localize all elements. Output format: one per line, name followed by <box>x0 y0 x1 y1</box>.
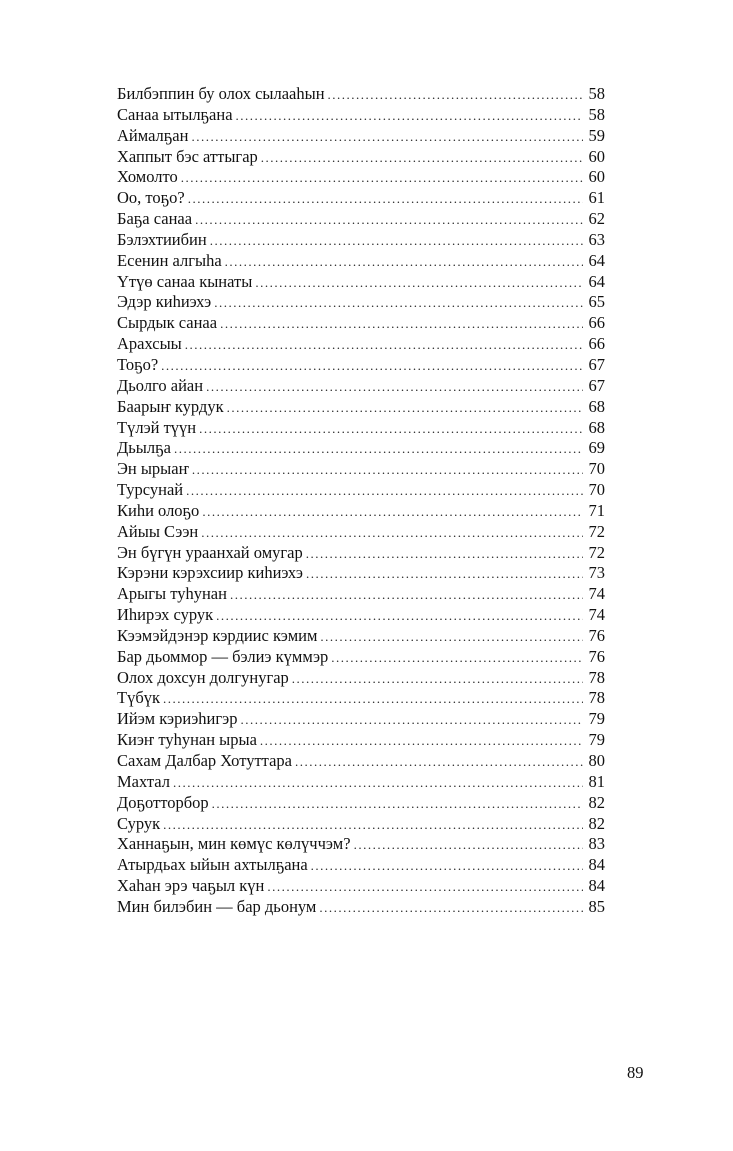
toc-entry-page: 72 <box>588 542 605 562</box>
toc-entry-title: Олох дохсун долгунугар <box>117 667 289 687</box>
toc-entry-page: 80 <box>588 751 605 770</box>
dot-leader <box>261 148 583 168</box>
dot-leader <box>201 523 583 543</box>
toc-entry-page: 84 <box>588 855 605 875</box>
toc-entry-page: 82 <box>588 813 605 833</box>
toc-entry-page: 69 <box>588 438 605 458</box>
toc-entry <box>117 563 605 584</box>
toc-entry <box>117 292 605 313</box>
toc-entry-page: 70 <box>588 480 605 500</box>
dot-leader <box>192 460 583 480</box>
toc-entry-title: Хомолто <box>117 167 178 187</box>
toc-entry-page: 61 <box>588 188 605 208</box>
toc-entry <box>117 751 605 772</box>
toc-entry-title: Эн бүгүн ураанхай омугар <box>117 542 303 562</box>
toc-entry <box>117 397 605 418</box>
toc-entry <box>117 709 605 730</box>
toc-entry <box>117 480 605 501</box>
toc-entry-title: Баҕа санаа <box>117 209 193 229</box>
toc-entry-title: Баарыҥ курдук <box>117 396 224 416</box>
dot-leader <box>328 85 583 105</box>
toc-entry-page: 82 <box>588 792 605 812</box>
dot-leader <box>306 564 583 584</box>
dot-leader <box>255 273 583 293</box>
toc-entry-title: Махтал <box>117 771 170 791</box>
toc-entry-page: 76 <box>588 646 605 666</box>
toc-entry-page: 83 <box>588 834 605 854</box>
toc-entry-page: 68 <box>588 396 605 416</box>
toc-entry-page: 58 <box>588 84 605 103</box>
toc-entry <box>117 84 605 105</box>
dot-leader <box>199 419 583 439</box>
toc-entry <box>117 668 605 689</box>
toc-entry <box>117 834 605 855</box>
toc-entry-title: Аймалҕан <box>117 125 189 145</box>
toc-entry-title: Сурук <box>117 813 161 833</box>
toc-entry <box>117 605 605 626</box>
dot-leader <box>260 731 583 751</box>
dot-leader <box>195 210 583 230</box>
toc-entry-page: 62 <box>588 209 605 229</box>
dot-leader <box>186 481 583 501</box>
dot-leader <box>292 669 583 689</box>
toc-entry-title: Эдэр киһиэхэ <box>117 292 212 312</box>
dot-leader <box>173 773 583 793</box>
dot-leader <box>163 689 583 709</box>
toc-entry-page: 64 <box>588 250 605 270</box>
toc-entry <box>117 772 605 793</box>
toc-entry-page: 74 <box>588 605 605 625</box>
toc-entry-page: 71 <box>588 500 605 520</box>
toc-entry-page: 85 <box>588 896 605 916</box>
toc-entry-page: 78 <box>588 667 605 687</box>
dot-leader <box>210 231 583 251</box>
toc-entry-page: 81 <box>588 771 605 791</box>
toc-entry-page: 72 <box>588 521 605 541</box>
dot-leader <box>212 794 583 814</box>
toc-entry-title: Киэҥ туһунан ырыа <box>117 730 257 750</box>
toc-entry-page: 67 <box>588 375 605 395</box>
toc-entry-page: 84 <box>588 876 605 896</box>
toc-entry-title: Эн ырыаҥ <box>117 459 189 479</box>
toc-entry <box>117 334 605 355</box>
toc-entry <box>117 105 605 126</box>
toc-entry-title: Ийэм кэриэһигэр <box>117 709 238 729</box>
toc-entry-page: 78 <box>588 688 605 708</box>
dot-leader <box>306 544 583 564</box>
toc-entry <box>117 376 605 397</box>
table-of-contents <box>117 84 605 918</box>
toc-entry <box>117 188 605 209</box>
toc-entry <box>117 209 605 230</box>
dot-leader <box>236 106 583 126</box>
toc-entry-title: Арахсыы <box>117 334 182 354</box>
toc-entry <box>117 147 605 168</box>
dot-leader <box>311 856 583 876</box>
toc-entry-page: 63 <box>588 229 605 249</box>
toc-entry <box>117 313 605 334</box>
dot-leader <box>181 168 583 188</box>
toc-entry-title: Хаппыт бэс аттыгар <box>117 146 258 166</box>
toc-entry <box>117 355 605 376</box>
toc-entry-page: 60 <box>588 167 605 187</box>
dot-leader <box>227 398 583 418</box>
toc-entry <box>117 251 605 272</box>
toc-entry-page: 59 <box>588 125 605 145</box>
toc-entry-title: Кэрэни кэрэхсиир киһиэхэ <box>117 563 303 583</box>
toc-entry-page: 76 <box>588 625 605 645</box>
toc-entry <box>117 897 605 918</box>
dot-leader <box>225 252 583 272</box>
toc-entry-page: 68 <box>588 417 605 437</box>
toc-entry <box>117 501 605 522</box>
toc-entry <box>117 272 605 293</box>
toc-entry-title: Киһи олоҕо <box>117 500 200 520</box>
toc-entry <box>117 647 605 668</box>
toc-entry-title: Оо, тоҕо? <box>117 188 185 208</box>
toc-entry-title: Иһирэх сурук <box>117 605 214 625</box>
dot-leader <box>202 502 583 522</box>
toc-entry <box>117 855 605 876</box>
toc-entry-title: Билбэппин бу олох сылааһын <box>117 84 325 103</box>
toc-entry-title: Мин билэбин — бар дьонум <box>117 896 317 916</box>
dot-leader <box>267 877 583 897</box>
toc-entry <box>117 730 605 751</box>
toc-entry <box>117 459 605 480</box>
toc-entry <box>117 126 605 147</box>
toc-entry-title: Бар дьоммор — бэлиэ күммэр <box>117 646 329 666</box>
toc-entry-title: Дьылҕа <box>117 438 171 458</box>
toc-entry-page: 60 <box>588 146 605 166</box>
toc-entry-title: Доҕотторбор <box>117 792 209 812</box>
toc-entry-page: 65 <box>588 292 605 312</box>
toc-entry-title: Хаһан эрэ чаҕыл күн <box>117 876 265 896</box>
toc-entry-page: 79 <box>588 709 605 729</box>
toc-entry-title: Кээмэйдэнэр кэрдиис кэмим <box>117 625 318 645</box>
toc-entry-page: 66 <box>588 313 605 333</box>
toc-entry <box>117 876 605 897</box>
toc-entry-page: 73 <box>588 563 605 583</box>
toc-entry-page: 64 <box>588 271 605 291</box>
toc-entry-title: Үтүө санаа кынаты <box>117 271 253 291</box>
toc-entry-page: 67 <box>588 354 605 374</box>
toc-entry-page: 70 <box>588 459 605 479</box>
dot-leader <box>331 648 583 668</box>
toc-entry-title: Ханнаҕын, мин көмүс көлүччэм? <box>117 834 351 854</box>
toc-entry-title: Арыгы туһунан <box>117 584 227 604</box>
toc-entry-title: Сахам Далбар Хотуттара <box>117 751 292 770</box>
toc-entry <box>117 688 605 709</box>
page-number: 89 <box>627 1063 644 1082</box>
dot-leader <box>188 189 583 209</box>
toc-entry <box>117 167 605 188</box>
toc-entry <box>117 626 605 647</box>
dot-leader <box>230 585 583 605</box>
dot-leader <box>295 752 583 772</box>
toc-entry-title: Атырдьах ыйын ахтылҕана <box>117 855 308 875</box>
toc-entry-page: 66 <box>588 334 605 354</box>
dot-leader <box>206 377 583 397</box>
toc-entry-title: Есенин алгыһа <box>117 250 222 270</box>
toc-entry <box>117 418 605 439</box>
toc-entry-page: 79 <box>588 730 605 750</box>
toc-entry <box>117 793 605 814</box>
toc-entry <box>117 543 605 564</box>
toc-entry-title: Турсунай <box>117 480 184 500</box>
dot-leader <box>216 606 583 626</box>
dot-leader <box>214 293 583 313</box>
dot-leader <box>191 127 583 147</box>
toc-entry <box>117 522 605 543</box>
toc-entry-title: Сырдык санаа <box>117 313 218 333</box>
dot-leader <box>185 335 583 355</box>
dot-leader <box>240 710 583 730</box>
toc-entry-title: Дьолго айан <box>117 375 204 395</box>
toc-entry-title: Санаа ытылҕана <box>117 104 233 124</box>
dot-leader <box>354 835 583 855</box>
dot-leader <box>163 815 583 835</box>
toc-entry-page: 74 <box>588 584 605 604</box>
toc-entry <box>117 584 605 605</box>
toc-entry <box>117 230 605 251</box>
dot-leader <box>161 356 583 376</box>
toc-entry-title: Түбүк <box>117 688 160 708</box>
dot-leader <box>319 898 583 918</box>
dot-leader <box>320 627 583 647</box>
toc-entry-title: Айыы Сээн <box>117 521 199 541</box>
toc-entry-title: Тоҕо? <box>117 354 159 374</box>
toc-entry <box>117 438 605 459</box>
toc-entry <box>117 814 605 835</box>
toc-entry-title: Түлэй түүн <box>117 417 197 437</box>
dot-leader <box>220 314 583 334</box>
toc-entry-page: 58 <box>588 104 605 124</box>
toc-entry-title: Бэлэхтиибин <box>117 229 207 249</box>
dot-leader <box>174 439 583 459</box>
